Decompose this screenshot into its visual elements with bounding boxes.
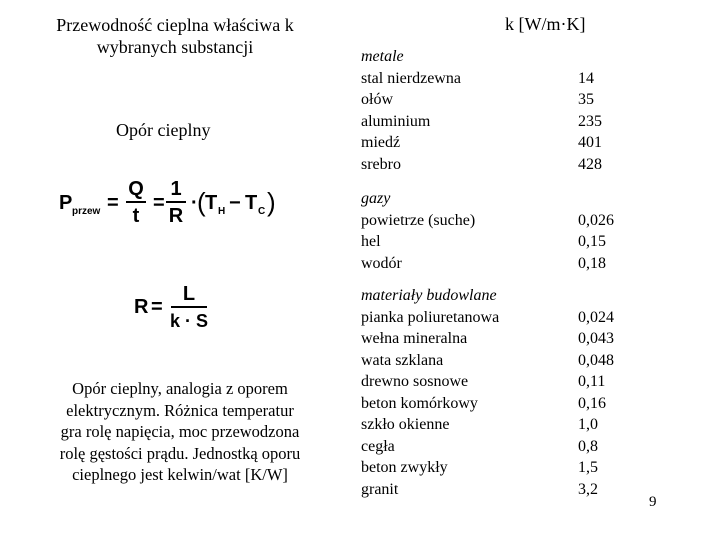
- table-row-name: powietrze (suche): [361, 211, 476, 229]
- table-row-name: granit: [361, 480, 399, 498]
- table-row-name: wata szklana: [361, 351, 444, 369]
- formula-r-denominator: R: [168, 205, 184, 227]
- group-title-metals: metale: [361, 48, 404, 65]
- formula-th-symbol: T: [205, 192, 218, 214]
- table-row-value: 0,043: [578, 330, 614, 347]
- unit-header: k [W/m·K]: [505, 14, 586, 34]
- table-row-name: beton zwykły: [361, 459, 448, 476]
- metals-values: [578, 68, 602, 176]
- page-number: 9: [649, 494, 657, 510]
- slide-title-line-1: Przewodność cieplna właściwa k: [56, 15, 294, 35]
- slide-title: [22, 14, 328, 58]
- formula-q-numerator: Q: [128, 178, 144, 200]
- table-row-value: 35: [578, 91, 594, 108]
- building-materials-values: [578, 307, 614, 501]
- table-row-value: 0,11: [578, 373, 606, 390]
- formula-right-paren: ): [267, 187, 276, 217]
- note-line: gra rolę napięcia, moc przewodzona: [60, 422, 300, 441]
- table-row-name: beton komórkowy: [361, 394, 478, 412]
- formula-one-numerator: 1: [170, 178, 182, 200]
- formula-left-paren: (: [197, 187, 206, 217]
- formula-p-subscript: przew: [72, 206, 101, 217]
- formula-th-subscript: H: [218, 206, 226, 217]
- table-row-value: 401: [578, 134, 602, 151]
- table-row-name: hel: [361, 233, 381, 250]
- analogy-note: [30, 378, 330, 486]
- formula-t-denominator: t: [132, 205, 140, 227]
- formula-dot: ·: [191, 192, 198, 214]
- formula2-l-numerator: L: [182, 283, 196, 305]
- table-row-name: wodór: [361, 254, 402, 272]
- group-title-gases: gazy: [361, 190, 391, 207]
- table-row-name: pianka poliuretanowa: [361, 308, 500, 326]
- table-row-value: 0,15: [578, 233, 606, 250]
- formula-equals-2: =: [153, 192, 165, 214]
- formula2-ks-denominator: k · S: [169, 311, 209, 331]
- note-line: rolę gęstości prądu. Jednostką oporu: [59, 443, 301, 463]
- table-row-name: szkło okienne: [361, 416, 450, 433]
- table-row-value: 3,2: [578, 480, 598, 498]
- note-line: cieplnego jest kelwin/wat [K/W]: [72, 465, 288, 484]
- table-row-value: 428: [578, 155, 602, 173]
- table-row-name: aluminium: [361, 112, 431, 130]
- formula-tc-subscript: C: [258, 206, 266, 217]
- table-row-name: stal nierdzewna: [361, 69, 461, 87]
- table-row-value: 235: [578, 112, 602, 130]
- table-row-value: 0,026: [578, 211, 614, 229]
- table-row-value: 1,0: [578, 416, 598, 433]
- table-row-value: 0,16: [578, 394, 606, 412]
- table-row-value: 14: [578, 69, 594, 87]
- table-row-value: 0,048: [578, 351, 614, 369]
- heat-flow-formula: [55, 176, 295, 232]
- metals-names: [361, 68, 461, 176]
- thermal-resistance-heading: Opór cieplny: [116, 120, 211, 140]
- gases-values: [578, 210, 614, 275]
- thermal-resistance-formula: [130, 281, 230, 335]
- table-row-name: drewno sosnowe: [361, 373, 469, 390]
- formula-equals-1: =: [107, 192, 119, 214]
- table-row-name: ołów: [361, 91, 393, 108]
- formula2-r-symbol: R: [134, 296, 149, 318]
- table-row-name: srebro: [361, 155, 401, 173]
- table-row-value: 0,8: [578, 437, 598, 455]
- building-materials-names: [361, 307, 499, 501]
- formula-p-symbol: P: [59, 192, 73, 214]
- table-row-value: 0,18: [578, 254, 606, 272]
- table-row-name: miedź: [361, 134, 401, 151]
- slide-title-line-2: wybranych substancji: [96, 37, 254, 57]
- table-row-name: wełna mineralna: [361, 330, 468, 347]
- formula-tc-symbol: T: [245, 192, 258, 214]
- table-row-value: 1,5: [578, 459, 598, 476]
- formula2-equals: =: [151, 296, 163, 318]
- table-row-value: 0,024: [578, 308, 614, 326]
- gases-names: [361, 210, 475, 275]
- table-row-name: cegła: [361, 437, 395, 455]
- note-line: elektrycznym. Różnica temperatur: [66, 400, 294, 420]
- group-title-building-materials: materiały budowlane: [361, 287, 497, 304]
- note-line: Opór cieplny, analogia z oporem: [72, 379, 288, 398]
- formula-minus: −: [229, 192, 241, 214]
